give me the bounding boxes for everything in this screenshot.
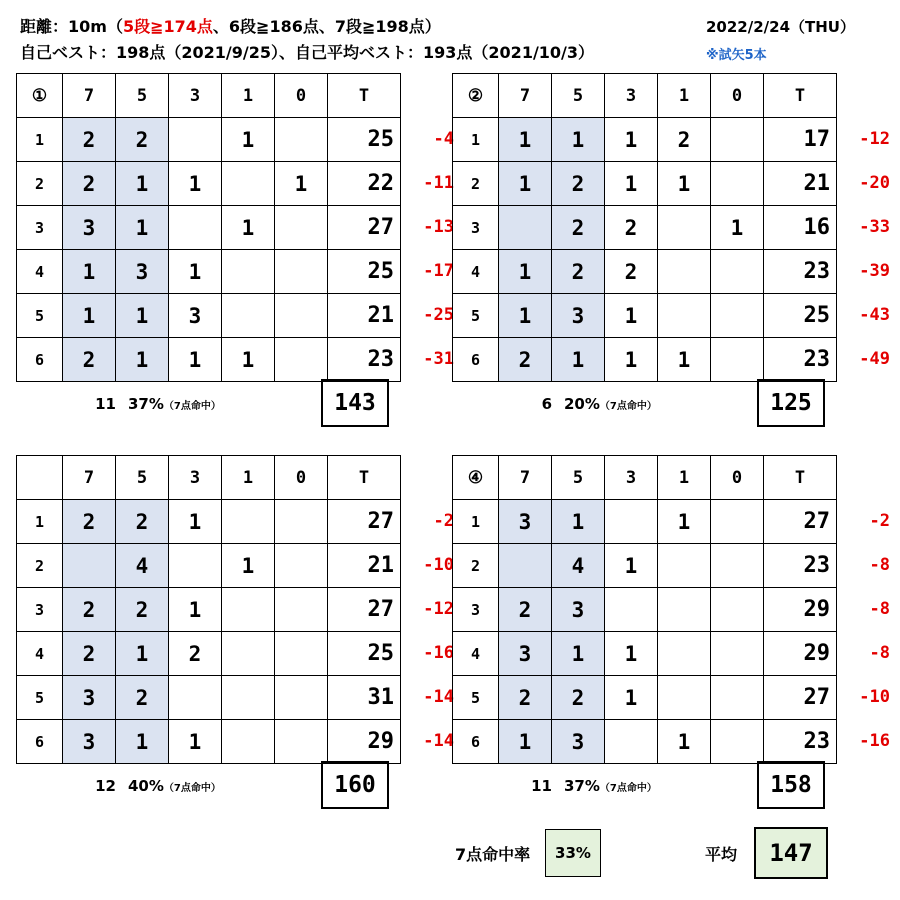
count-cell-3 <box>605 500 658 544</box>
count-cell-1: 1 <box>222 118 275 162</box>
row-number: 5 <box>17 294 63 338</box>
row-total: 23 <box>764 720 837 764</box>
round-total: 143 <box>321 379 389 427</box>
count-cell-5: 1 <box>116 162 169 206</box>
count-cell-7: 2 <box>63 118 116 162</box>
count-cell-1 <box>222 720 275 764</box>
count-cell-1 <box>658 676 711 720</box>
table-row <box>453 250 837 294</box>
table-row <box>453 162 837 206</box>
count-cell-1: 1 <box>658 338 711 382</box>
cumulative-diff: -2 <box>869 511 890 531</box>
count-cell-3: 1 <box>169 588 222 632</box>
count-cell-5: 1 <box>116 632 169 676</box>
count-cell-1 <box>222 294 275 338</box>
row-number: 6 <box>17 338 63 382</box>
column-header-1: 1 <box>658 456 711 500</box>
row-total: 31 <box>328 676 401 720</box>
round-label: ① <box>17 74 63 118</box>
count-cell-3: 1 <box>169 250 222 294</box>
count-cell-7: 3 <box>499 632 552 676</box>
round-label: ④ <box>453 456 499 500</box>
row-total: 29 <box>764 632 837 676</box>
table-row <box>453 720 837 764</box>
count-cell-0 <box>275 118 328 162</box>
row-total: 22 <box>328 162 401 206</box>
count-cell-0 <box>275 206 328 250</box>
count-cell-0 <box>711 250 764 294</box>
hit-note: （7点命中） <box>163 401 221 412</box>
hit-note: （7点命中） <box>163 783 221 794</box>
count-cell-7: 1 <box>499 720 552 764</box>
column-header-3: 3 <box>605 74 658 118</box>
cumulative-diff: -12 <box>423 599 454 619</box>
row-number: 3 <box>17 206 63 250</box>
row-number: 1 <box>17 118 63 162</box>
score-table-2 <box>452 73 837 382</box>
count-cell-3 <box>169 544 222 588</box>
column-header-7: 7 <box>63 456 116 500</box>
row-total: 23 <box>764 544 837 588</box>
row-number: 6 <box>453 720 499 764</box>
cumulative-diff: -16 <box>859 731 890 751</box>
column-header-1: 1 <box>222 74 275 118</box>
row-number: 4 <box>453 250 499 294</box>
count-cell-7: 3 <box>63 676 116 720</box>
count-cell-3: 1 <box>605 338 658 382</box>
column-header-total: T <box>764 74 837 118</box>
round-stats <box>512 777 657 795</box>
round-total: 160 <box>321 761 389 809</box>
row-total: 16 <box>764 206 837 250</box>
column-header-0: 0 <box>711 74 764 118</box>
table-row <box>17 588 401 632</box>
cumulative-diff: -2 <box>433 511 454 531</box>
row-number: 4 <box>17 632 63 676</box>
distance-line <box>20 14 441 37</box>
row-number: 6 <box>453 338 499 382</box>
row-total: 21 <box>328 544 401 588</box>
hit-rate-label: 7点命中率 <box>455 845 531 864</box>
count-cell-1 <box>222 250 275 294</box>
table-row <box>453 588 837 632</box>
round-stats <box>76 395 221 413</box>
row-number: 4 <box>453 632 499 676</box>
distance-label: 距離：10m（ <box>20 17 123 36</box>
column-header-total: T <box>328 456 401 500</box>
row-number: 2 <box>17 162 63 206</box>
hit-note: （7点命中） <box>599 401 657 412</box>
count-cell-1 <box>222 500 275 544</box>
hit-percent: 20% <box>564 395 600 413</box>
hit-count: 6 <box>541 395 552 413</box>
score-table-4 <box>452 455 837 764</box>
count-cell-3 <box>169 118 222 162</box>
column-header-7: 7 <box>63 74 116 118</box>
count-cell-1 <box>658 588 711 632</box>
row-number: 1 <box>453 500 499 544</box>
table-row <box>453 676 837 720</box>
count-cell-0 <box>711 162 764 206</box>
column-header-5: 5 <box>116 74 169 118</box>
count-cell-5: 1 <box>116 720 169 764</box>
count-cell-0 <box>275 500 328 544</box>
count-cell-0 <box>711 118 764 162</box>
count-cell-5: 2 <box>116 588 169 632</box>
row-total: 27 <box>328 500 401 544</box>
round-stats <box>512 395 657 413</box>
cumulative-diff: -4 <box>433 129 454 149</box>
table-row <box>453 118 837 162</box>
count-cell-3: 1 <box>169 720 222 764</box>
count-cell-7: 2 <box>63 588 116 632</box>
count-cell-0 <box>711 676 764 720</box>
cumulative-diff: -8 <box>869 599 890 619</box>
count-cell-3 <box>169 676 222 720</box>
count-cell-0 <box>275 632 328 676</box>
cumulative-diff: -10 <box>859 687 890 707</box>
count-cell-3: 2 <box>605 250 658 294</box>
count-cell-5: 1 <box>552 632 605 676</box>
count-cell-3: 1 <box>169 162 222 206</box>
round-total: 158 <box>757 761 825 809</box>
table-row <box>17 162 401 206</box>
count-cell-7: 2 <box>63 162 116 206</box>
row-total: 29 <box>764 588 837 632</box>
column-header-0: 0 <box>275 456 328 500</box>
row-number: 5 <box>453 676 499 720</box>
row-total: 23 <box>328 338 401 382</box>
row-total: 29 <box>328 720 401 764</box>
row-number: 5 <box>453 294 499 338</box>
row-number: 4 <box>17 250 63 294</box>
count-cell-7: 2 <box>499 676 552 720</box>
count-cell-0 <box>711 588 764 632</box>
score-table-3 <box>16 455 401 764</box>
count-cell-1 <box>658 294 711 338</box>
table-row <box>17 720 401 764</box>
count-cell-5: 1 <box>552 500 605 544</box>
count-cell-0 <box>711 500 764 544</box>
row-total: 25 <box>328 118 401 162</box>
count-cell-3: 3 <box>169 294 222 338</box>
count-cell-5: 4 <box>116 544 169 588</box>
column-header-total: T <box>328 74 401 118</box>
table-row <box>17 206 401 250</box>
row-number: 6 <box>17 720 63 764</box>
count-cell-0 <box>711 632 764 676</box>
row-total: 17 <box>764 118 837 162</box>
count-cell-5: 1 <box>116 206 169 250</box>
count-cell-3: 1 <box>605 632 658 676</box>
count-cell-7: 1 <box>499 250 552 294</box>
count-cell-1: 2 <box>658 118 711 162</box>
count-cell-5: 2 <box>552 162 605 206</box>
cumulative-diff: -11 <box>423 173 454 193</box>
count-cell-1 <box>658 206 711 250</box>
count-cell-3: 1 <box>605 544 658 588</box>
hit-count: 11 <box>531 777 552 795</box>
count-cell-7 <box>499 206 552 250</box>
column-header-3: 3 <box>169 456 222 500</box>
count-cell-3: 1 <box>605 118 658 162</box>
hit-count: 11 <box>95 395 116 413</box>
column-header-0: 0 <box>711 456 764 500</box>
cumulative-diff: -10 <box>423 555 454 575</box>
row-total: 25 <box>328 632 401 676</box>
cumulative-diff: -49 <box>859 349 890 369</box>
count-cell-0: 1 <box>711 206 764 250</box>
count-cell-5: 3 <box>552 588 605 632</box>
count-cell-1 <box>222 676 275 720</box>
count-cell-1 <box>222 162 275 206</box>
cumulative-diff: -17 <box>423 261 454 281</box>
count-cell-5: 1 <box>552 338 605 382</box>
count-cell-1 <box>658 544 711 588</box>
count-cell-5: 2 <box>552 250 605 294</box>
row-number: 2 <box>453 544 499 588</box>
count-cell-7: 2 <box>499 588 552 632</box>
count-cell-5: 2 <box>116 500 169 544</box>
cumulative-diff: -8 <box>869 555 890 575</box>
count-cell-3 <box>605 588 658 632</box>
rank-5dan: 5段≧174点 <box>122 17 213 36</box>
count-cell-7: 3 <box>63 720 116 764</box>
trial-note: ※試矢5本 <box>706 48 767 63</box>
count-cell-0 <box>275 720 328 764</box>
count-cell-7: 1 <box>63 294 116 338</box>
row-number: 3 <box>453 206 499 250</box>
count-cell-3 <box>605 720 658 764</box>
round-total: 125 <box>757 379 825 427</box>
cumulative-diff: -16 <box>423 643 454 663</box>
cumulative-diff: -33 <box>859 217 890 237</box>
count-cell-3: 1 <box>605 676 658 720</box>
row-number: 5 <box>17 676 63 720</box>
column-header-total: T <box>764 456 837 500</box>
table-row <box>453 544 837 588</box>
row-number: 3 <box>453 588 499 632</box>
count-cell-1: 1 <box>222 206 275 250</box>
count-cell-3: 2 <box>605 206 658 250</box>
count-cell-7 <box>499 544 552 588</box>
cumulative-diff: -31 <box>423 349 454 369</box>
cumulative-diff: -14 <box>423 731 454 751</box>
column-header-5: 5 <box>552 456 605 500</box>
count-cell-1: 1 <box>658 500 711 544</box>
cumulative-diff: -13 <box>423 217 454 237</box>
count-cell-1 <box>222 632 275 676</box>
count-cell-0 <box>711 720 764 764</box>
count-cell-5: 3 <box>116 250 169 294</box>
cumulative-diff: -12 <box>859 129 890 149</box>
column-header-3: 3 <box>169 74 222 118</box>
count-cell-5: 2 <box>552 676 605 720</box>
count-cell-7: 2 <box>63 500 116 544</box>
round-label: ② <box>453 74 499 118</box>
column-header-7: 7 <box>499 74 552 118</box>
count-cell-0 <box>275 588 328 632</box>
cumulative-diff: -14 <box>423 687 454 707</box>
count-cell-5: 1 <box>552 118 605 162</box>
count-cell-5: 4 <box>552 544 605 588</box>
count-cell-5: 1 <box>116 294 169 338</box>
column-header-7: 7 <box>499 456 552 500</box>
count-cell-5: 2 <box>116 118 169 162</box>
count-cell-7 <box>63 544 116 588</box>
row-total: 27 <box>328 588 401 632</box>
count-cell-7: 1 <box>499 294 552 338</box>
cumulative-diff: -20 <box>859 173 890 193</box>
count-cell-1 <box>658 250 711 294</box>
score-table-1 <box>16 73 401 382</box>
table-row <box>17 500 401 544</box>
count-cell-3: 2 <box>169 632 222 676</box>
count-cell-3: 1 <box>169 500 222 544</box>
count-cell-5: 3 <box>552 720 605 764</box>
round-stats <box>76 777 221 795</box>
row-total: 25 <box>764 294 837 338</box>
count-cell-1: 1 <box>658 720 711 764</box>
row-total: 21 <box>764 162 837 206</box>
count-cell-1: 1 <box>658 162 711 206</box>
table-row <box>17 118 401 162</box>
count-cell-0 <box>275 676 328 720</box>
hit-rate-value: 33% <box>545 829 601 877</box>
row-number: 1 <box>453 118 499 162</box>
cumulative-diff: -39 <box>859 261 890 281</box>
cumulative-diff: -25 <box>423 305 454 325</box>
average-label: 平均 <box>705 845 738 864</box>
average-value: 147 <box>754 827 828 879</box>
row-number: 2 <box>453 162 499 206</box>
table-row <box>17 250 401 294</box>
hit-percent: 37% <box>564 777 600 795</box>
hit-count: 12 <box>95 777 116 795</box>
count-cell-5: 2 <box>116 676 169 720</box>
table-row <box>17 632 401 676</box>
table-row <box>453 338 837 382</box>
table-row <box>17 338 401 382</box>
count-cell-7: 3 <box>499 500 552 544</box>
cumulative-diff: -43 <box>859 305 890 325</box>
column-header-3: 3 <box>605 456 658 500</box>
row-number: 1 <box>17 500 63 544</box>
count-cell-0 <box>275 294 328 338</box>
table-row <box>17 544 401 588</box>
row-total: 21 <box>328 294 401 338</box>
row-total: 27 <box>328 206 401 250</box>
count-cell-7: 1 <box>499 118 552 162</box>
row-total: 23 <box>764 250 837 294</box>
count-cell-0 <box>711 294 764 338</box>
count-cell-7: 1 <box>499 162 552 206</box>
table-row <box>453 294 837 338</box>
round-label <box>17 456 63 500</box>
date-label: 2022/2/24（THU） <box>706 18 855 36</box>
column-header-1: 1 <box>658 74 711 118</box>
count-cell-5: 3 <box>552 294 605 338</box>
row-total: 23 <box>764 338 837 382</box>
count-cell-1 <box>222 588 275 632</box>
count-cell-7: 3 <box>63 206 116 250</box>
count-cell-0 <box>275 338 328 382</box>
count-cell-1: 1 <box>222 544 275 588</box>
table-row <box>17 676 401 720</box>
row-number: 3 <box>17 588 63 632</box>
column-header-5: 5 <box>116 456 169 500</box>
row-number: 2 <box>17 544 63 588</box>
row-total: 27 <box>764 676 837 720</box>
column-header-0: 0 <box>275 74 328 118</box>
count-cell-5: 2 <box>552 206 605 250</box>
count-cell-7: 2 <box>499 338 552 382</box>
count-cell-0 <box>711 338 764 382</box>
count-cell-5: 1 <box>116 338 169 382</box>
count-cell-1 <box>658 632 711 676</box>
count-cell-0 <box>275 544 328 588</box>
hit-percent: 37% <box>128 395 164 413</box>
table-row <box>453 632 837 676</box>
count-cell-1: 1 <box>222 338 275 382</box>
count-cell-7: 2 <box>63 338 116 382</box>
count-cell-3 <box>169 206 222 250</box>
personal-best-line: 自己ベスト：198点（2021/9/25）、自己平均ベスト：193点（2021/10/3） <box>20 43 595 62</box>
hit-note: （7点命中） <box>599 783 657 794</box>
hit-percent: 40% <box>128 777 164 795</box>
count-cell-0 <box>711 544 764 588</box>
count-cell-7: 1 <box>63 250 116 294</box>
count-cell-7: 2 <box>63 632 116 676</box>
table-row <box>453 500 837 544</box>
count-cell-3: 1 <box>169 338 222 382</box>
count-cell-3: 1 <box>605 162 658 206</box>
row-total: 25 <box>328 250 401 294</box>
rank-rest: 、6段≧186点、7段≧198点） <box>212 17 441 36</box>
table-row <box>453 206 837 250</box>
column-header-5: 5 <box>552 74 605 118</box>
row-total: 27 <box>764 500 837 544</box>
cumulative-diff: -8 <box>869 643 890 663</box>
count-cell-0: 1 <box>275 162 328 206</box>
count-cell-3: 1 <box>605 294 658 338</box>
column-header-1: 1 <box>222 456 275 500</box>
table-row <box>17 294 401 338</box>
count-cell-0 <box>275 250 328 294</box>
